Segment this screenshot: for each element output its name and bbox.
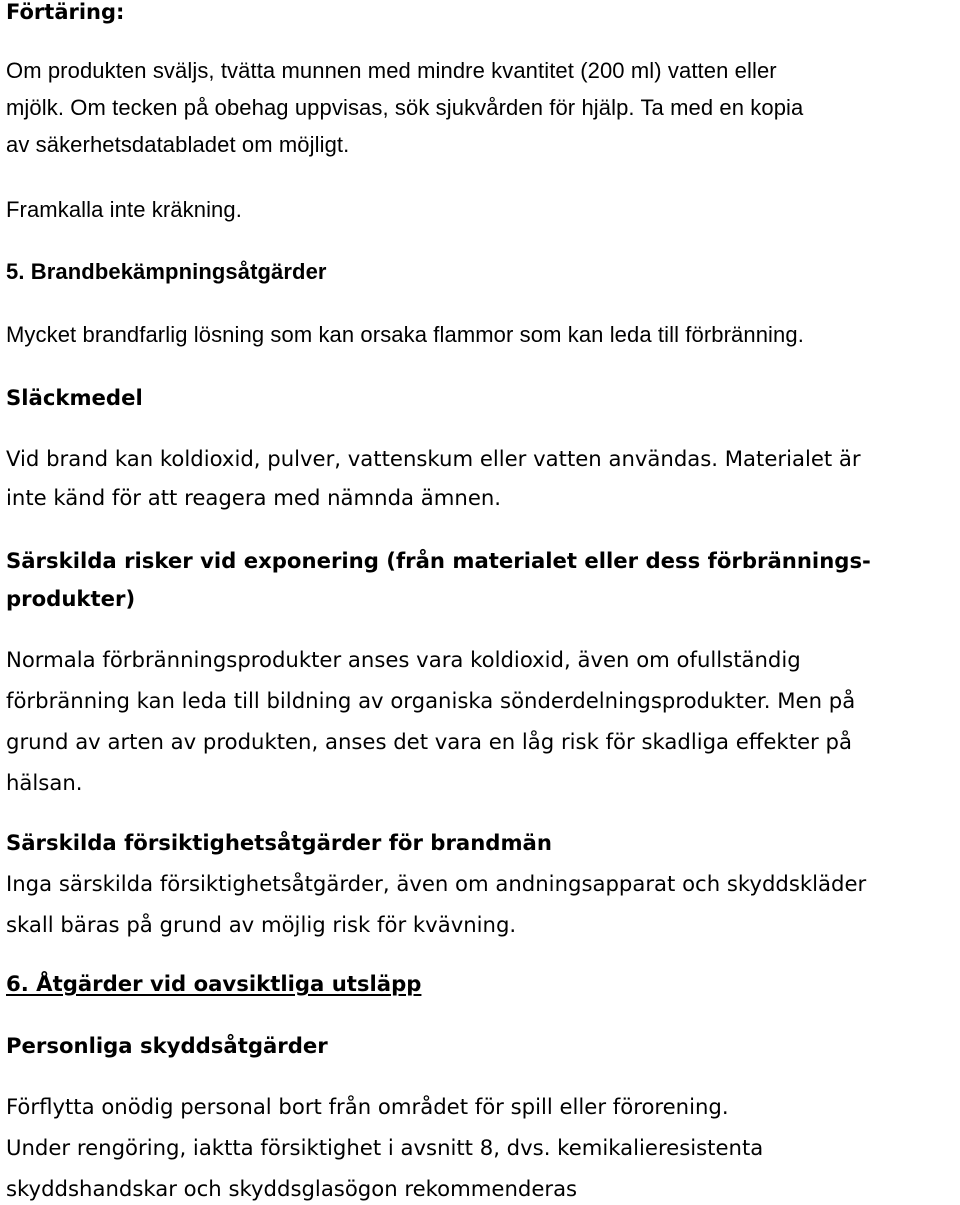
section-5-paragraph: Mycket brandfarlig lösning som kan orsaka flammor som kan leda till förbränning. — [6, 322, 804, 347]
slackmedel-heading: Släckmedel — [6, 385, 143, 410]
risker-heading-line-2: produkter) — [6, 586, 136, 611]
brandman-heading: Särskilda försiktighetsåtgärder för brandmän — [6, 830, 552, 855]
fortaring-line-2: mjölk. Om tecken på obehag uppvisas, sök sjukvården för hjälp. Ta med en kopia — [6, 95, 804, 120]
brandman-line-1: Inga särskilda försiktighetsåtgärder, även om andningsapparat och skyddskläder — [6, 871, 867, 896]
slackmedel-line-2: inte känd för att reagera med nämnda ämnen. — [6, 485, 502, 510]
heading-fortaring: Förtäring: — [6, 0, 125, 24]
personliga-line-2: Under rengöring, iaktta försiktighet i avsnitt 8, dvs. kemikalieresistenta — [6, 1135, 764, 1160]
fortaring-paragraph-2: Framkalla inte kräkning. — [6, 197, 242, 222]
fortaring-line-1: Om produkten sväljs, tvätta munnen med mindre kvantitet (200 ml) vatten eller — [6, 58, 777, 83]
risker-line-3: grund av arten av produkten, anses det vara en låg risk för skadliga effekter på — [6, 729, 852, 754]
risker-line-1: Normala förbränningsprodukter anses vara koldioxid, även om ofullständig — [6, 647, 801, 672]
slackmedel-line-1: Vid brand kan koldioxid, pulver, vattenskum eller vatten användas. Materialet är — [6, 446, 861, 471]
risker-line-2: förbränning kan leda till bildning av organiska sönderdelningsprodukter. Men på — [6, 688, 856, 713]
risker-line-4: hälsan. — [6, 770, 83, 795]
personliga-line-3: skyddshandskar och skyddsglasögon rekommenderas — [6, 1176, 578, 1201]
section-5-heading: 5. Brandbekämpningsåtgärder — [6, 259, 327, 284]
brandman-line-2: skall bäras på grund av möjlig risk för kvävning. — [6, 912, 517, 937]
section-6-heading: 6. Åtgärder vid oavsiktliga utsläpp — [6, 971, 422, 996]
personliga-heading: Personliga skyddsåtgärder — [6, 1033, 328, 1058]
risker-heading-line-1: Särskilda risker vid exponering (från materialet eller dess förbrännings- — [6, 548, 871, 573]
personliga-line-1: Förflytta onödig personal bort från området för spill eller förorening. — [6, 1094, 729, 1119]
fortaring-line-3: av säkerhetsdatabladet om möjligt. — [6, 132, 350, 157]
